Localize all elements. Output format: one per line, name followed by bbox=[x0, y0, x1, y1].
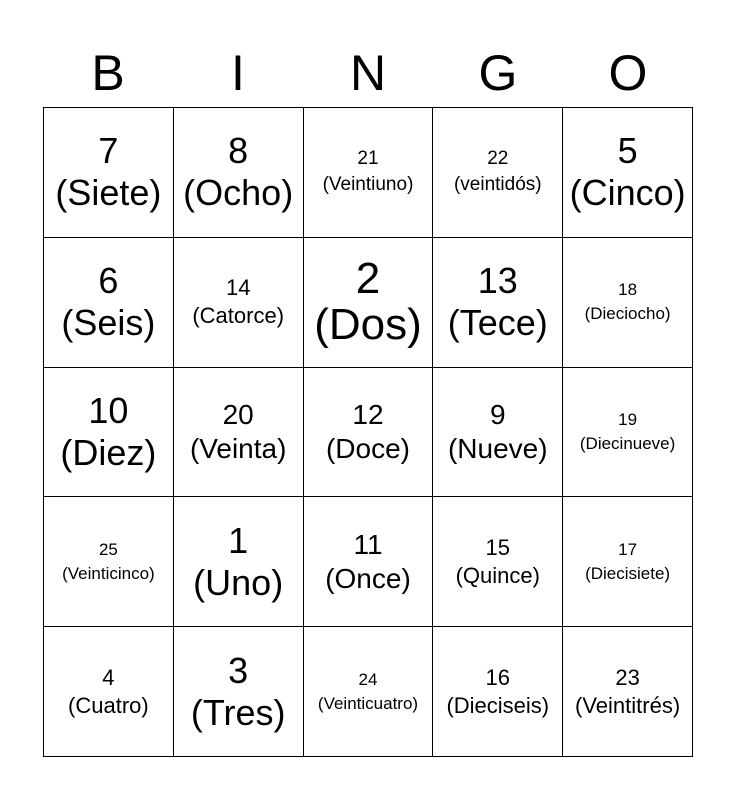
cell-word: (Tres) bbox=[190, 691, 286, 733]
cell-word: (Veinticinco) bbox=[62, 563, 155, 583]
cell-number: 24 bbox=[358, 669, 378, 689]
cell-number: 16 bbox=[485, 664, 511, 690]
cell-word: (Dos) bbox=[314, 300, 422, 350]
header-letter-i: I bbox=[231, 45, 245, 101]
cell-number: 1 bbox=[228, 519, 249, 561]
cell-number: 7 bbox=[98, 130, 119, 172]
bingo-cell[interactable] bbox=[433, 108, 563, 238]
cell-number: 19 bbox=[618, 409, 638, 429]
cell-number: 3 bbox=[228, 649, 249, 691]
cell-number: 14 bbox=[225, 275, 251, 301]
bingo-cell[interactable] bbox=[44, 108, 174, 238]
cell-number: 21 bbox=[357, 148, 379, 170]
cell-number: 22 bbox=[487, 148, 509, 170]
cell-word: (Doce) bbox=[325, 432, 410, 464]
cell-number: 17 bbox=[618, 539, 638, 559]
cell-word: (Veintiuno) bbox=[322, 174, 414, 196]
bingo-cell[interactable] bbox=[563, 497, 693, 627]
cell-word: (Catorce) bbox=[192, 303, 285, 329]
cell-number: 13 bbox=[477, 260, 518, 302]
bingo-cell[interactable] bbox=[174, 627, 304, 757]
bingo-cell[interactable] bbox=[44, 368, 174, 498]
cell-word: (Dieciseis) bbox=[446, 692, 550, 718]
cell-word: (Cinco) bbox=[569, 172, 686, 214]
header-letter-b: B bbox=[91, 45, 125, 101]
bingo-cell[interactable] bbox=[563, 368, 693, 498]
cell-word: (Veinticuatro) bbox=[317, 693, 419, 713]
bingo-cell[interactable] bbox=[563, 108, 693, 238]
bingo-cell[interactable] bbox=[304, 368, 434, 498]
bingo-cell[interactable] bbox=[433, 368, 563, 498]
cell-number: 15 bbox=[485, 534, 511, 560]
cell-number: 23 bbox=[615, 664, 640, 690]
cell-word: (Nueve) bbox=[447, 432, 548, 464]
header-letter-g: G bbox=[478, 45, 518, 101]
cell-number: 12 bbox=[352, 398, 384, 430]
cell-number: 25 bbox=[98, 539, 118, 559]
header-letter-n: N bbox=[349, 45, 387, 101]
cell-number: 8 bbox=[228, 130, 249, 172]
bingo-cell[interactable] bbox=[174, 238, 304, 368]
cell-number: 10 bbox=[88, 389, 129, 431]
bingo-cell[interactable] bbox=[433, 497, 563, 627]
cell-number: 18 bbox=[618, 280, 638, 300]
cell-word: (Quince) bbox=[455, 562, 540, 588]
cell-number: 5 bbox=[617, 130, 638, 172]
cell-word: (Once) bbox=[325, 562, 411, 594]
bingo-cell[interactable] bbox=[304, 238, 434, 368]
cell-number: 6 bbox=[98, 260, 119, 302]
cell-word: (Dieciocho) bbox=[584, 304, 671, 324]
bingo-cell[interactable] bbox=[563, 627, 693, 757]
cell-word: (Ocho) bbox=[183, 172, 294, 214]
bingo-cell[interactable] bbox=[174, 368, 304, 498]
header-letter-o: O bbox=[608, 45, 648, 101]
bingo-cell[interactable] bbox=[174, 108, 304, 238]
cell-word: (Veintitrés) bbox=[575, 692, 681, 718]
bingo-cell[interactable] bbox=[433, 627, 563, 757]
bingo-cell[interactable] bbox=[44, 238, 174, 368]
bingo-cell[interactable] bbox=[44, 497, 174, 627]
bingo-cell[interactable] bbox=[433, 238, 563, 368]
cell-number: 9 bbox=[490, 398, 506, 430]
cell-number: 11 bbox=[353, 528, 383, 560]
bingo-cell[interactable] bbox=[304, 497, 434, 627]
cell-word: (Cuatro) bbox=[68, 692, 149, 718]
bingo-header bbox=[43, 40, 693, 106]
cell-word: (Seis) bbox=[61, 302, 156, 344]
bingo-cell[interactable] bbox=[174, 497, 304, 627]
cell-number: 2 bbox=[355, 254, 381, 304]
cell-word: (veintidós) bbox=[453, 174, 542, 196]
bingo-cell[interactable] bbox=[44, 627, 174, 757]
cell-word: (Veinta) bbox=[189, 432, 287, 464]
cell-number: 20 bbox=[222, 398, 254, 430]
cell-word: (Diez) bbox=[60, 431, 157, 473]
cell-word: (Diecinueve) bbox=[579, 433, 676, 453]
cell-word: (Tece) bbox=[447, 302, 548, 344]
cell-word: (Diecisiete) bbox=[585, 563, 671, 583]
cell-word: (Siete) bbox=[55, 172, 162, 214]
bingo-cell[interactable] bbox=[304, 108, 434, 238]
cell-number: 4 bbox=[102, 664, 115, 690]
bingo-cell[interactable] bbox=[304, 627, 434, 757]
cell-word: (Uno) bbox=[193, 561, 284, 603]
bingo-cell[interactable] bbox=[563, 238, 693, 368]
bingo-grid bbox=[43, 107, 693, 757]
